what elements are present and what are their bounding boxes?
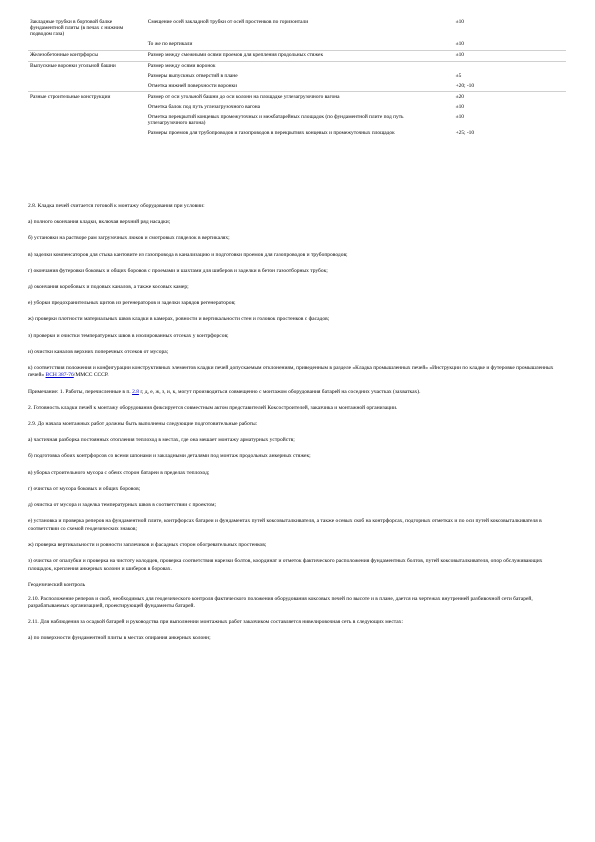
table-row (28, 61, 566, 71)
table-cell-parameter: Размер между смежными осями проемов для крепления продольных стяжек (145, 50, 444, 61)
table-cell-element (28, 112, 145, 128)
paragraph-readiness: 2. Готовность кладки печей к монтажу оборудования фиксируется совместным актом представителей Коксостроителей, заказчика и монтажной организации. (28, 404, 398, 411)
table-row (28, 17, 566, 40)
paragraph-item-zh: ж) проверки плотности материальных швов кладки в камерах, ровности и вертикальности стен и головок простенков с фасадов; (28, 316, 330, 323)
table-cell-parameter: Отметка нижней поверхности воронки (147, 82, 238, 89)
paragraph-prep-g: г) очистка от мусора боковых и общих боровов; (28, 485, 141, 492)
paragraph-item-k (28, 365, 566, 380)
table-cell-parameter: Размер между осями воронок (145, 61, 444, 71)
table-cell-parameter: Размер от оси угольной башни до оси колонн на площадке углезагрузочного вагона (145, 92, 444, 102)
table-row (28, 71, 566, 81)
document-body (28, 203, 566, 652)
paragraph-item-d: д) окончания коробовых и подовых каналов, а также косовых камер; (28, 283, 189, 290)
table-cell-parameter: Размеры выпускных отверстий в плане (147, 72, 238, 79)
table-cell-element (28, 128, 145, 138)
vsn-link[interactable]: ВСН 387-76 (45, 372, 74, 379)
note-paragraph (28, 389, 566, 397)
paragraph-item-a: а) полного окончания кладки, включая верхний ряд насадки; (28, 219, 171, 226)
table-cell-parameter: То же по вертикали (147, 41, 193, 48)
table-cell-element: Закладные трубки в бортовой балке фундаментной плиты (в печах с нижним подводом газа) (30, 18, 124, 38)
paragraph-k-suffix: /ММСС СССР. (73, 372, 109, 379)
paragraph-prep-a: а) частичная разборка постоянных отопления теплоход в местах, где она мешает монтажу арматурных устройств; (28, 437, 295, 444)
note-text: Примечание: 1. Работы, перечисленные в п. (28, 388, 133, 395)
paragraph-prep-d: д) очистка от мусора и заделка температурных швов в соответствии с проектом; (28, 501, 216, 508)
section-heading: Геодезический контроль (28, 581, 86, 588)
table-cell-tolerance: ±10 (455, 103, 464, 110)
table-cell-parameter: Размеры проемов для трубопроводов и газопроводов в перекрытиях концевых и промежуточных площадок (147, 129, 395, 136)
table-cell-parameter: Отметка перекрытий концевых промежуточных и межбатарейных площадок (по фундаментной плите под путь углезагрузочного вагона) (147, 113, 404, 126)
paragraph-2-10: 2.10. Расположение реперов и скоб, необходимых для геодезического контроля фактического положения оборудования коксовых печей по высоте и в плане, дается на чертежах внутренней разбивочной сети батарей, разрабатываемых организацией, проектирующей фундаменты батарей. (28, 595, 533, 610)
table-row (28, 92, 566, 102)
paragraph-item-v: в) заделки компенсаторов для стыка кантовите из газопровода в канализацию и подготовки проемов для газопроводов и трубопроводов; (28, 251, 348, 258)
table-row (28, 102, 566, 112)
paragraph-prep-zh: ж) проверка вертикальности и ровности заплечиков и фасадных сторон обогревательных простенков; (28, 541, 267, 548)
paragraph-network-a: а) по поверхности фундаментной плиты в местах опирания анкерных колонн; (28, 635, 211, 642)
table-row (28, 50, 566, 61)
table-cell-element: Разные строительные конструкции (28, 92, 145, 102)
paragraph-2-11: 2.11. Для наблюдения за осадкой батарей и руководства при выполнении монтажных работ заказчиком составляется нивелировочная сеть в следующих местах: (28, 619, 403, 626)
tolerance-table (28, 17, 566, 138)
table-cell-tolerance: +25; -10 (455, 129, 475, 136)
paragraph-prep-b: б) подготовка обоих контрфорсов со всеми шпонами и закладными деталями под монтаж продольных анкерных стяжек; (28, 453, 311, 460)
paragraph-item-e: е) уборки предохранительных щитов из регенераторов и заделки зарядов регенераторов; (28, 300, 236, 307)
paragraph-item-i: и) очистки каналов верхних поперечных отсеков от мусора; (28, 348, 169, 355)
table-row (28, 128, 566, 138)
table-cell-element: Железобетонные контрфорсы (28, 50, 145, 61)
table-cell-tolerance: ±10 (444, 50, 566, 61)
table-cell-parameter: Смещение осей закладной трубки от осей простенков по горизонтали (147, 18, 309, 25)
table-row (28, 81, 566, 91)
table-row (28, 112, 566, 128)
paragraph-item-z: з) проверки и очистки температурных швов в изолированных отсеках у контрфорсов; (28, 332, 229, 339)
table-row (28, 40, 566, 50)
table-cell-element (28, 71, 145, 81)
table-cell-element (28, 81, 145, 91)
clause-2-8-link[interactable]: 2.8 (132, 388, 139, 395)
note-suffix: г, д, е, ж, з, и, к, могут производиться совмещенно с монтажом оборудования батарей на соседних участках (захватках). (138, 388, 421, 395)
paragraph-prep-v: в) уборка строительного мусора с обеих сторон батареи в пределах теплоход; (28, 469, 210, 476)
table-cell-element (28, 102, 145, 112)
paragraph-item-b: б) установки на растворе рам загрузочных люков и смотровых гляделок в вертикалях; (28, 235, 230, 242)
table-cell-tolerance: ±10 (455, 18, 464, 25)
table-cell-parameter: Отметка балок под путь углезагрузочного вагона (147, 103, 261, 110)
table-cell-tolerance: ±10 (455, 41, 464, 48)
paragraph-k-text: к) соответствия положения и конфигурации конструктивных элементов кладки печей допускаемым отклонениям, приведенным в разделе «Кладка промышленных печей» «Инструкции по кладке и футеровке промышленных печей» (28, 364, 554, 379)
table-cell-element (28, 40, 145, 50)
table-cell-tolerance: ±20 (444, 92, 566, 102)
table-cell-tolerance (444, 61, 566, 71)
table-cell-tolerance: +20; -10 (455, 82, 475, 89)
table-cell-tolerance: ±5 (455, 72, 462, 79)
paragraph-item-g: г) окончания футеровки боковых и общих боровов с проемами и шахтами для шиберов и заделки в бетон газоотборных трубок; (28, 267, 328, 274)
paragraph-prep-e: е) установка и проверка реперов на фундаментной плите, контрфорсах батареи и фундаментах путей коксовыталкивателя, а также осевых скоб на контрфорсах, подгорных отметках и по оси путей коксовыталкивателя в соответствии со схемой геодезических знаков; (28, 518, 542, 532)
paragraph-prep-z: з) очистка от опалубки и проверка на чистоту колодцев, проверка соответствия нарезки болтов, координат и отметок фактического расположения фундаментных болтов, путей коксовыталкивателя, опор обслуживающих площадок, крепления анкерных колонн и шиберов в боровах. (28, 558, 543, 572)
table-cell-tolerance: ±10 (455, 113, 464, 120)
table-cell-element: Выпускные воронки угольной башни (28, 61, 145, 71)
paragraph-2-8: 2.8. Кладка печей считается готовой к монтажу оборудования при условии: (28, 203, 205, 209)
paragraph-2-9: 2.9. До начала монтажных работ должны быть выполнены следующие подготовительные работы: (28, 421, 258, 428)
